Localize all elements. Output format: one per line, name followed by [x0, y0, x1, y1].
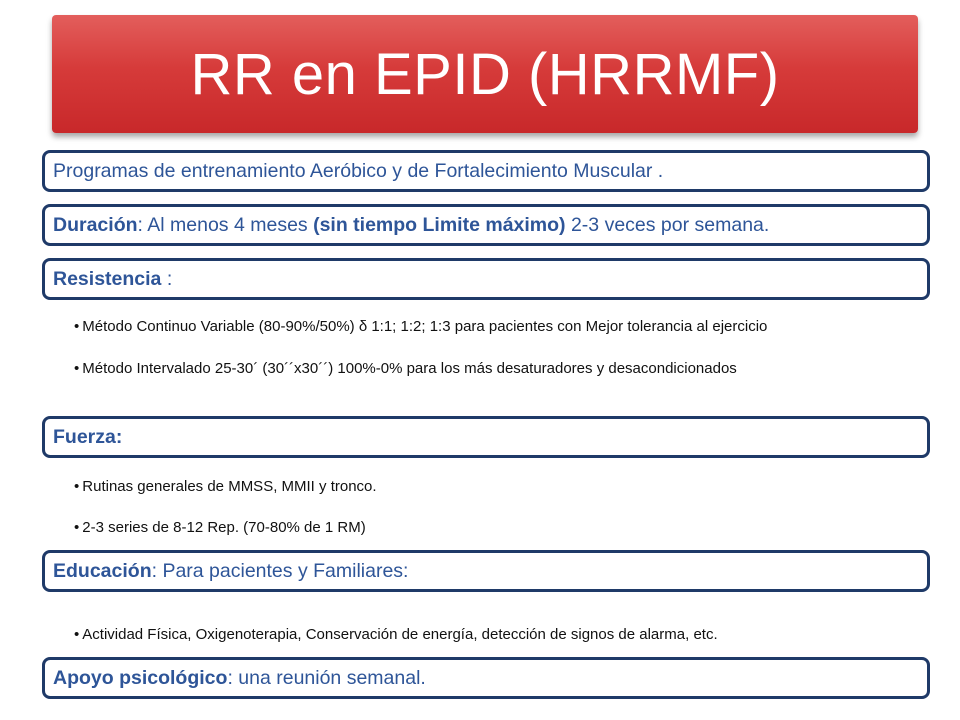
box-duracion [42, 204, 930, 246]
bullet-dot-icon: • [74, 478, 80, 495]
box-fuerza [42, 416, 930, 458]
box-resistencia [42, 258, 930, 300]
box-apoyo [42, 657, 930, 699]
title-banner [52, 15, 918, 133]
bullet-educacion-1 [74, 626, 718, 643]
bullet-dot-icon: • [74, 360, 80, 377]
apoyo-text: : una reunión semanal. [227, 666, 426, 689]
box-programas [42, 150, 930, 192]
resistencia-label: Resistencia [53, 267, 162, 290]
bullet-text: Método Continuo Variable (80-90%/50%) δ 1:1; 1:2; 1:3 para pacientes con Mejor tolerancia al ejercicio [82, 318, 768, 335]
bullet-text: Método Intervalado 25-30´ (30´´x30´´) 100%-0% para los más desaturadores y desacondicionados [82, 360, 737, 377]
bullet-fuerza-1 [74, 478, 377, 495]
educacion-text: : Para pacientes y Familiares: [151, 559, 409, 582]
bullet-dot-icon: • [74, 626, 80, 643]
bullet-text: Rutinas generales de MMSS, MMII y tronco. [82, 478, 377, 495]
fuerza-label: Fuerza: [53, 425, 123, 448]
bullet-text: 2-3 series de 8-12 Rep. (70-80% de 1 RM) [82, 519, 366, 536]
bullet-fuerza-2 [74, 519, 366, 536]
programas-text: Programas de entrenamiento Aeróbico y de Fortalecimiento Muscular . [53, 159, 664, 182]
slide-title: RR en EPID (HRRMF) [190, 41, 780, 107]
duracion-text1: : Al menos 4 meses [137, 213, 314, 236]
bullet-text: Actividad Física, Oxigenoterapia, Conservación de energía, detección de signos de alarma, etc. [82, 626, 718, 643]
bullet-resistencia-1 [74, 318, 767, 335]
apoyo-label: Apoyo psicológico [53, 666, 228, 689]
bullet-dot-icon: • [74, 519, 80, 536]
duracion-label: Duración [53, 213, 138, 236]
educacion-label: Educación [53, 559, 152, 582]
box-educacion [42, 550, 930, 592]
resistencia-text: : [161, 267, 173, 290]
duracion-text2: 2-3 veces por semana. [565, 213, 770, 236]
bullet-dot-icon: • [74, 318, 80, 335]
duracion-bold: (sin tiempo Limite máximo) [313, 213, 566, 236]
bullet-resistencia-2 [74, 360, 737, 377]
